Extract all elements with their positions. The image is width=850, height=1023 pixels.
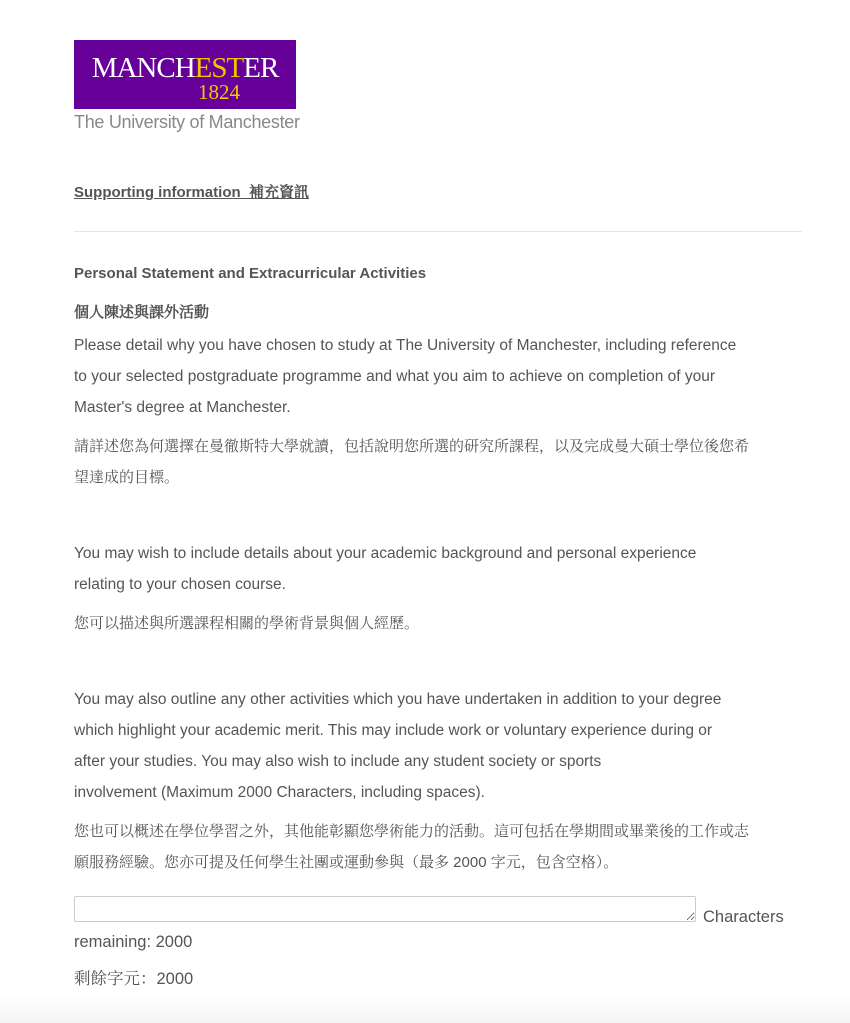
text-line: 請詳述您為何選擇在曼徹斯特大學就讀，包括說明您所選的研究所課程，以及完成曼大碩士學位後您希: [74, 438, 750, 455]
text-line: You may also outline any other activities which you have undertaken in addition to your degree: [74, 691, 722, 708]
text-line: after your studies. You may also wish to include any student society or sports: [74, 753, 602, 770]
characters-remaining: remaining: 2000: [74, 933, 193, 951]
paragraph-gap: [74, 501, 814, 538]
text-line: 願服務經驗。您亦可提及任何學生社團或運動參與（最多 2000 字元，包含空格）。: [74, 854, 619, 871]
instruction-paragraph-en: [74, 538, 814, 600]
instruction-paragraph-zh: [74, 431, 814, 493]
page-bottom-shade: [0, 995, 850, 1023]
text-line: Please detail why you have chosen to study at The University of Manchester, including reference: [74, 337, 737, 354]
text-line: Master's degree at Manchester.: [74, 399, 291, 416]
text-line: relating to your chosen course.: [74, 576, 286, 593]
text-line: 您可以描述與所選課程相關的學術背景與個人經歷。: [74, 615, 420, 632]
personal-statement-textarea[interactable]: [74, 896, 696, 922]
paragraph-gap: [74, 647, 814, 684]
statement-input-row: [74, 896, 784, 926]
instruction-paragraph-zh: [74, 608, 814, 639]
supporting-information-link[interactable]: Supporting information 補充資訊: [74, 184, 309, 201]
personal-statement-section: [74, 262, 814, 886]
divider: [74, 231, 802, 232]
section-heading-en: Personal Statement and Extracurricular Activities: [74, 265, 427, 282]
text-line: to your selected postgraduate programme and what you aim to achieve on completion of your: [74, 368, 716, 385]
logo-tagline: The University of Manchester: [74, 112, 300, 132]
text-line: involvement (Maximum 2000 Characters, including spaces).: [74, 784, 485, 801]
characters-remaining-zh: 剩餘字元：2000: [74, 970, 194, 988]
instruction-paragraph-en: [74, 330, 814, 423]
characters-label: Characters: [703, 908, 784, 926]
logo-year: 1824: [198, 80, 240, 104]
logo-wordmark: MANCHESTER: [91, 52, 279, 84]
text-line: which highlight your academic merit. This may include work or voluntary experience during or: [74, 722, 713, 739]
instruction-paragraph-en: [74, 684, 814, 808]
text-line: 您也可以概述在學位學習之外，其他能彰顯您學術能力的活動。這可包括在學期間或畢業後的工作或志: [74, 823, 750, 840]
instruction-paragraph-zh: [74, 816, 814, 878]
text-line: 望達成的目標。: [74, 469, 180, 486]
section-heading-zh: 個人陳述與課外活動: [74, 304, 210, 321]
university-logo: [74, 40, 296, 109]
text-line: You may wish to include details about your academic background and personal experience: [74, 545, 697, 562]
